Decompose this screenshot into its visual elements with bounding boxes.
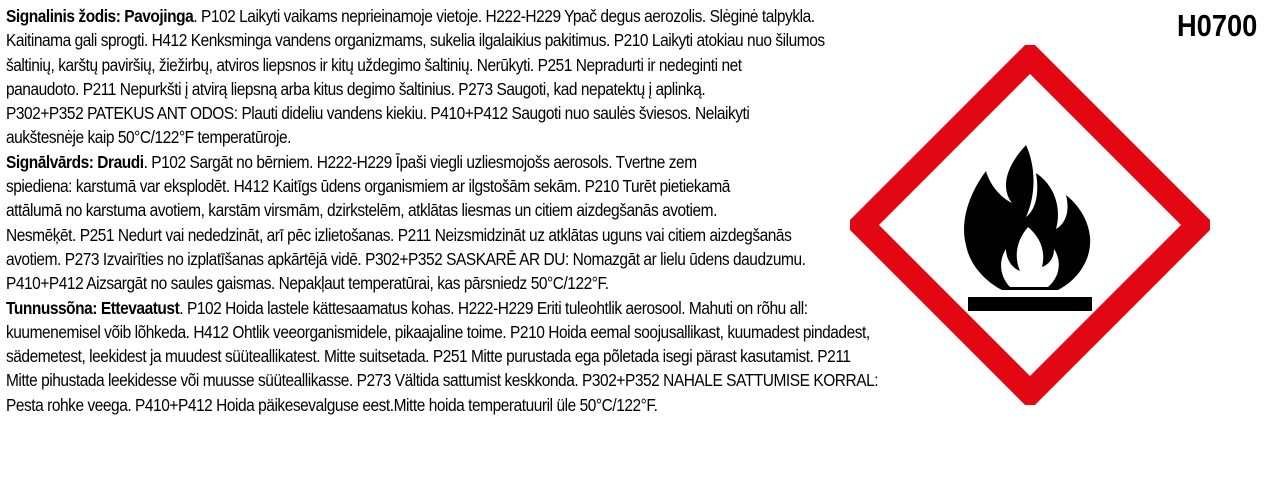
product-code: H0700 [1176,8,1257,43]
text-line: P302+P352 PATEKUS ANT ODOS: Plauti dideliu vandens kiekiu. P410+P412 Saugoti nuo saulės šviesos. Nelaikyti [6,103,750,124]
text-line: Kaitinama gali sprogti. H412 Kenksminga vandens organizmams, sukelia ilgalaikius pakitimus. P210 Laikyti atokiau nuo šilumos [6,30,825,51]
text-line: Pesta rohke veega. P410+P412 Hoida päikesevalguse eest.Mitte hoida temperatuuril üle 50°C/122°F. [6,394,658,415]
flame-base-bar [968,297,1092,311]
text-line: panaudoto. P211 Nepurkšti į atvirą liepsną arba kitus degimo šaltinius. P273 Saugoti, kad nepatektų į aplinką. [6,78,706,99]
text-line: Signālvārds: Draudi. P102 Sargāt no bērniem. H222-H229 Īpaši viegli uzliesmojošs aerosols. Tvertne zem [6,151,697,172]
text-line: P410+P412 Aizsargāt no saules gaismas. Nepakļaut temperatūrai, kas pārsniedz 50°C/122°F. [6,273,609,294]
signal-word-latvian: Signālvārds: Draudi [6,151,144,172]
text-line: aukštesnėje kaip 50°C/122°F temperatūroje. [6,127,291,148]
signal-word-estonian: Tunnussõna: Ettevaatust [6,297,180,318]
section-lithuanian [6,4,878,150]
text-line: avotiem. P273 Izvairīties no izplatīšanas apkārtējā vidē. P302+P352 SASKARĒ AR DU: Nomazgāt ar lielu ūdens daudzumu. [6,248,806,269]
text-line: šaltinių, karštų paviršių, žiežirbų, atviros liepsnos ir kitų uždegimo šaltinių. Nerūkyti. P251 Nepradurti ir nedeginti net [6,54,742,75]
text-line: Mitte pihustada leekidesse või muusse süüteallikasse. P273 Vältida sattumist keskkonda. P302+P352 NAHALE SATTUMISE KORRAL: [6,370,879,391]
signal-word-lithuanian: Signalinis žodis: Pavojinga [6,6,194,26]
section-latvian [6,150,878,296]
text-line: Signalinis žodis: Pavojinga. P102 Laikyti vaikams neprieinamoje vietoje. H222-H229 Ypač degus aerozolis. Slėginė talpykla. [6,6,815,26]
text-line: kuumenemisel võib lõhkeda. H412 Ohtlik veeorganismidele, pikaajaline toime. P210 Hoida eemal soojusallikast, kuumadest pindadest, [6,321,870,342]
section-estonian [6,296,878,417]
ghs-flame-icon [850,45,1210,405]
text-line: Nesmēķēt. P251 Nedurt vai nededzināt, arī pēc izlietošanas. P211 Neizsmidzināt uz atklātas uguns vai citiem aizdegšanās [6,224,792,245]
text-line: attālumā no karstuma avotiem, karstām virsmām, dzirkstelēm, atklātas liesmas un citiem aizdegšanās avotiem. [6,200,717,221]
text-line: Tunnussõna: Ettevaatust. P102 Hoida lastele kättesaamatus kohas. H222-H229 Eriti tuleohtlik aerosool. Mahuti on rõhu all: [6,297,808,318]
text-line: spiediena: karstumā var eksplodēt. H412 Kaitīgs ūdens organismiem ar ilgstošām sekām. P210 Turēt pietiekamā [6,176,730,197]
safety-text-block [6,4,878,417]
text-line: sädemetest, leekidest ja muudest süüteallikatest. Mitte suitsetada. P251 Mitte purustada ega põletada isegi pärast kasutamist. P211 [6,346,851,367]
